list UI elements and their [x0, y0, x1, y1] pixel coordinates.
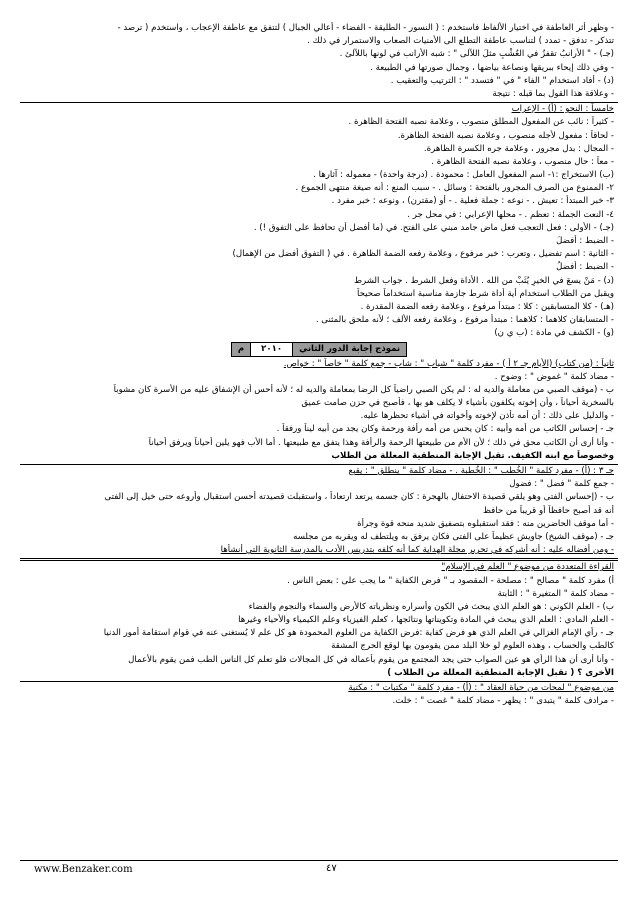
text-line — [20, 531, 618, 544]
line-text: (جـ) - الأولى : فعل التعجب فعل ماض جامد مبني على الفتح. في (ما أفضل أن تحافظ على التفوق !) . — [253, 222, 614, 233]
text-line — [20, 169, 618, 182]
text-line — [20, 561, 618, 574]
text-line — [20, 222, 618, 235]
banner-unit: م — [232, 343, 250, 356]
text-line — [20, 588, 618, 601]
line-text: - الضبط : أفضلَ — [556, 236, 614, 246]
section-rhetoric-continued — [20, 22, 618, 101]
line-text: جـ - رأي الإمام الغزالي في العلم الذي هو فرض كفاية :فرض الكفاية من العلوم المحمودة هو كل علم لا يُستغنى عنه في قوام استقامة أمور الدنيا — [103, 628, 614, 639]
text-line — [20, 48, 618, 61]
text-line — [20, 182, 618, 195]
section-al-ayyam — [20, 358, 618, 464]
section-grammar — [20, 103, 618, 340]
line-text: الأخرى ؟ ( تقبل الإجابة المنطقية المعللة من الطلاب ) — [387, 667, 614, 678]
line-text: - الضبط : أفضلُ — [556, 262, 614, 273]
text-line — [20, 143, 618, 156]
text-line — [20, 156, 618, 169]
text-line — [20, 575, 618, 588]
text-line — [20, 62, 618, 75]
line-text: - المتسابقان كلاهما : كلاهما : مبتدأ مرفوع ، وعلامة رفعه الألف ؛ لأنه ملحق بالمثنى . — [315, 315, 614, 326]
text-line — [20, 437, 618, 450]
text-line — [20, 261, 618, 274]
text-line — [20, 682, 618, 695]
text-line — [20, 288, 618, 301]
line-text: - العلم المادي : العلم الذي يبحث في المادة وتكويناتها ونتائجها ، كعلم الفيزياء وعلم الكيمياء والأحياء وغيرها — [238, 615, 614, 626]
text-line — [20, 614, 618, 627]
text-line — [20, 35, 618, 48]
text-line — [20, 195, 618, 208]
line-text: - وعلاقة هذا القول بما قبله : نتيجة — [492, 88, 614, 99]
text-line — [20, 423, 618, 436]
line-text: - وأنا أرى أن هذا الرأي هو عين الصواب حتى يجد المجتمع من يقوم بأعماله في كل المجالات فلو تعلم كل الناس الطب فمن يقوم بالأعمال — [128, 654, 614, 665]
line-text: بالسخرية أحياناً ، وأن إخوته يكلفون بأشياء لا يكلف هو بها ، فأصبح في حزن صامت عميق — [301, 398, 614, 409]
line-text: - كثيراً : نائب عن المفعول المطلق منصوب ، وعلامة نصبه الفتحة الظاهرة . — [348, 117, 614, 128]
text-line — [20, 235, 618, 248]
text-line — [20, 371, 618, 384]
line-text: (و) - الكشف في مادة : (ب ي ن) — [494, 328, 614, 339]
text-line — [20, 275, 618, 288]
line-text: - المجال : بدل مجرور ، وعلامة جره الكسرة الظاهرة. — [423, 143, 614, 154]
line-text: ثانياً : (من كتاب) (الأيام جـ ٢ أ ) - مفرد كلمة " شباب " : شاب - جمع كلمة " خاصاً " : خواص. — [283, 358, 614, 369]
line-text: خامساً : النحو : (أ) - الإعراب — [511, 104, 614, 115]
text-line — [20, 103, 618, 116]
text-line — [20, 22, 618, 35]
document-body — [20, 22, 618, 708]
line-text: - الثانية : اسم تفضيل ، وتعرب : خبر مرفوع ، وعلامة رفعه الضمة الظاهرة . في ( التفوق أفضل من الإهمال) — [232, 249, 614, 260]
section-question-3 — [20, 465, 618, 557]
line-text: - لحاقاً : مفعول لأجله منصوب ، وعلامة نصبه الفتحة الظاهرة. — [397, 130, 614, 141]
line-text: - جمع كلمة " فضل " : فضول — [509, 479, 614, 490]
answer-key-page — [20, 22, 618, 857]
line-text: (جـ) - " الأرانبُ تقفزُ في العُشْبِ مثلَ اللآلى " : شبه الأرانب في لونها باللآلئ . — [339, 49, 614, 60]
text-line — [20, 695, 618, 708]
text-line — [20, 601, 618, 614]
text-line — [20, 491, 618, 504]
line-text: (د) - أفاد استخدام " الفاء " في " فتسدد " : الترتيب والتعقيب . — [390, 75, 614, 86]
line-text: - وظهر أثر العاطفة في اختيار الألفاظ فاستخدم : ( النسور - الطليقة - الفضاء - أعالي الجبال ) لتتفق مع عاطفة الإعجاب ، واستخدم ( ترصد - — [117, 23, 614, 33]
line-text: وخصوصاً مع ابنه الكفيف. تقبل الإجابة المنطقية المعللة من الطلاب — [331, 450, 614, 461]
line-text: ٢- الممنوع من الصرف المجرور بالفتحة : وسائل . - سبب المنع : أنه صيغة منتهى الجموع . — [295, 183, 614, 194]
line-text: ب - (إحساس الفتى وهو يلقي قصيدة الاحتفال بالهجرة : كان جسمه يرتعد ارتعاداً ، واستقبلت قصيدته أحسن استقبال وأروعه حتى خيل إلى الفتى — [104, 492, 614, 503]
text-line — [20, 130, 618, 143]
banner-title: نموذج إجابة الدور الثاني — [292, 343, 406, 356]
text-line — [20, 667, 618, 680]
line-text: ٤- النعت الجملة : تعظم . - محلها الإعرابي : في محل جر . — [407, 209, 614, 220]
line-text: - والدليل على ذلك : أن أمه تأذن لإخوته وأخواته في أشياء تحظرها عليه. — [360, 411, 614, 422]
line-text: - وأنا أرى أن الكاتب محق في ذلك ؛ لأن الأم من طبيعتها الرحمة والرأفة وهذا يتفق مع طبيعتها . أما الأب فهو يلين أحياناً ويرفق أحياناً — [148, 437, 614, 448]
website-label: www.Benzaker.com — [34, 864, 133, 875]
line-text: - ومن أفضاله عليه : أنه أشركه في تحرير مجلة الهداية كما أنه كلفه بتدريس الأدب بالمدرسة الثانوية التي أنشأها — [220, 545, 614, 556]
text-line — [20, 544, 618, 557]
line-text: جـ ٣ : (أ) - مفرد كلمة " الخُطب " : الخُطبة . - مضاد كلمة " ينطلق " : يقبع — [348, 466, 614, 476]
line-text: أنه قد أصبح حافظاً أو قريباً من حافظ — [483, 505, 614, 516]
line-text: - وفي ذلك إيحاء ببريقها ونصاعة بياضها ، وجمال صورتها في الطبيعة . — [370, 62, 614, 73]
line-text: - مرادف كلمة " يتبدى " : يظهر - مضاد كلمة " غصت " : خلت. — [392, 696, 614, 707]
line-text: ويقبل من الطلاب استخدام أية أداة شرط جازمة مناسبة استخداماً صحيحاً — [356, 288, 614, 299]
text-line — [20, 358, 618, 371]
text-line — [20, 627, 618, 640]
line-text: ٣- خبر المبتدأ : تعيش . - نوعه : جملة فعلية . - أو (مقترن) ، ونوعه : خبر مفرد . — [331, 196, 614, 207]
page-footer — [20, 860, 618, 875]
line-text: ب) - العلم الكوني : هو العلم الذي يبحث في الكون وأسراره ونظرياته كالأرض والسماء والنجوم والفضاء — [248, 601, 614, 612]
line-text: من موضوع " لمحات من حياة العقاد " : (أ) - مفرد كلمة " مكتبات " : مكتبة — [348, 683, 614, 693]
text-line — [20, 654, 618, 667]
text-line — [20, 314, 618, 327]
text-line — [20, 505, 618, 518]
page-number: ٤٧ — [326, 863, 337, 874]
line-text: (ب) الاستخراج :١- اسم المفعول العامل : محمودة . (درجة واحدة) - معموله : آثارها . — [313, 170, 614, 181]
text-line — [20, 301, 618, 314]
second-round-banner — [231, 342, 407, 357]
line-text: - مضاد كلمة " المتغيرة " : الثابتة — [497, 588, 614, 599]
text-line — [20, 209, 618, 222]
line-text: - مضاد كلمة " غموض " : وضوح . — [494, 371, 614, 382]
text-line — [20, 465, 618, 478]
line-text: (هـ) - كلا المتسابقين : كلا : مبتدأ مرفوع ، وعلامة رفعه الضمة المقدرة . — [360, 301, 614, 312]
text-line — [20, 518, 618, 531]
text-line — [20, 88, 618, 101]
text-line — [20, 248, 618, 261]
line-text: تتذكر - تدفق - تمدد ) لتناسب عاطفة التطلع الى الأمنيات الصعاب والاستمرار في ذلك . — [307, 36, 614, 47]
line-text: ب - (موقف الصبي من معاملة والديه له : لم يكن الصبي راضياً كل الرضا بمعاملة والديه له ؛ لأنه أحس أن الإشفاق عليه من الأسرة كان مشوباً — [113, 384, 614, 395]
line-text: جـ - إحساس الكاتب من أمه وأبيه : كان يحس من أمه رأفة ورحمة وكان يجد من أبيه ليناً ورفقاً . — [276, 424, 614, 435]
line-text: أ) مفرد كلمة " مصالح " : مصلحة - المقصود بـ " فرض الكفاية " ما يجب على : بعض الناس . — [287, 575, 614, 586]
text-line — [20, 397, 618, 410]
line-text: - معاً : حال منصوب ، وعلامة نصبه الفتحة الظاهرة . — [431, 156, 614, 167]
text-line — [20, 384, 618, 397]
text-line — [20, 450, 618, 463]
text-line — [20, 640, 618, 653]
text-line — [20, 75, 618, 88]
text-line — [20, 478, 618, 491]
text-line — [20, 116, 618, 129]
text-line — [20, 410, 618, 423]
section-al-aqqad — [20, 682, 618, 708]
line-text: جـ - (موقف الشيخ) جاويش عظيماً على الفتى فكان يرفق به ويلتطف له ويقربه من مجلسه — [293, 531, 614, 542]
banner-year: ٢٠١٠ — [250, 343, 292, 356]
banner-row — [20, 342, 618, 357]
line-text: القراءة المتعددة من موضوع " العلم في الإسلام" — [441, 562, 614, 573]
line-text: (د) - مَنْ يسعَ في الخيرِ يُثَبْ من الله . الأداة وفعل الشرط . جواب الشرط — [354, 275, 614, 286]
text-line — [20, 327, 618, 340]
line-text: - أما موقف الحاضرين منه : فقد استقبلوه بتصفيق شديد منحه قوة وجرأة — [357, 518, 614, 529]
section-multiple-reading — [20, 561, 618, 680]
line-text: كالطب والحساب ، وهذه العلوم لو خلا البلد ممن يقومون بها لوقع الحرج المشقة — [331, 641, 614, 652]
